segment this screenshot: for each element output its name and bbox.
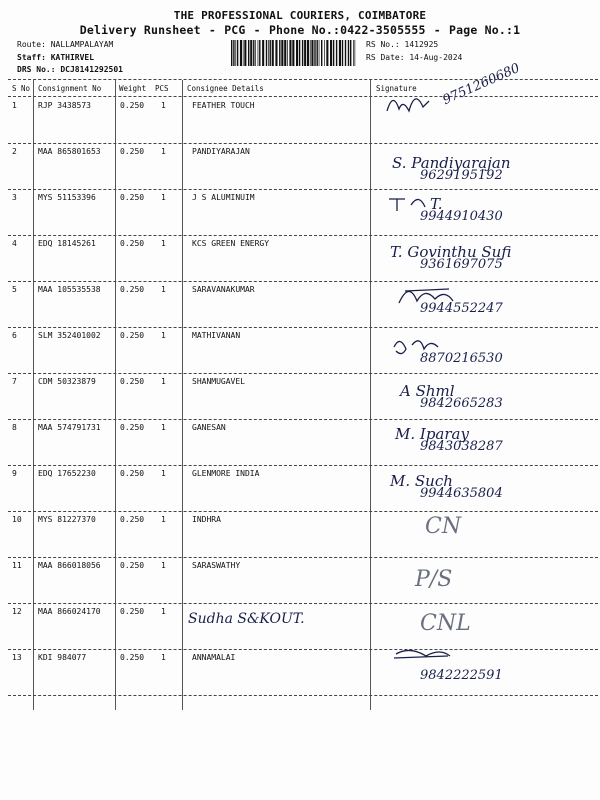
col-consignee: Consignee Details [187, 84, 264, 93]
rs-date: RS Date: 14-Aug-2024 [366, 53, 463, 62]
row-pcs: 1 [161, 285, 166, 294]
row-phone: 9629195192 [420, 168, 503, 183]
row-pcs: 1 [161, 101, 166, 110]
row-consignment-no: MYS 81227370 [38, 515, 96, 524]
rs-number: RS No.: 1412925 [366, 40, 439, 49]
company-title: THE PROFESSIONAL COURIERS, COIMBATORE [173, 9, 427, 22]
col-sno: S No [12, 84, 31, 93]
row-pcs: 1 [161, 607, 166, 616]
row-consignee: INDHRA [192, 515, 221, 524]
row-pcs: 1 [161, 331, 166, 340]
row-consignment-no: EDQ 17652230 [38, 469, 96, 478]
row-pcs: 1 [161, 653, 166, 662]
row-consignment-no: MAA 105535538 [38, 285, 101, 294]
row-signature: T. [430, 195, 443, 213]
row-sno: 5 [12, 285, 17, 294]
col-consignment: Consignment No [38, 84, 102, 93]
row-consignment-no: MYS 51153396 [38, 193, 96, 202]
row-consignment-no: CDM 50323879 [38, 377, 96, 386]
row-signature: M. Such [390, 472, 453, 490]
table-row [0, 653, 600, 698]
col-weight: Weight [119, 84, 147, 93]
row-consignee: J S ALUMINUIM [192, 193, 255, 202]
row-consignment-no: RJP 3438573 [38, 101, 91, 110]
row-pcs: 1 [161, 561, 166, 570]
staff-label: Staff: KATHIRVEL [17, 53, 95, 62]
row-consignee: GLENMORE INDIA [192, 469, 260, 478]
row-pcs: 1 [161, 515, 166, 524]
row-weight: 0.250 [120, 515, 145, 524]
row-sno: 11 [12, 561, 22, 570]
row-sno: 1 [12, 101, 17, 110]
row-sno: 13 [12, 653, 22, 662]
row-phone: 9751260680 [440, 60, 523, 109]
barcode-image [230, 40, 358, 66]
runsheet-title: Delivery Runsheet - PCG - Phone No.:0422-3505555 - Page No.:1 [79, 23, 521, 37]
page-number: Page No.:1 [449, 23, 521, 37]
row-consignment-no: MAA 866018056 [38, 561, 101, 570]
row-weight: 0.250 [120, 193, 145, 202]
row-phone: 9944552247 [420, 301, 503, 316]
row-sno: 12 [12, 607, 22, 616]
row-weight: 0.250 [120, 653, 145, 662]
row-consignee: SHANMUGAVEL [192, 377, 245, 386]
row-consignee: MATHIVANAN [192, 331, 241, 340]
row-consignment-no: EDQ 18145261 [38, 239, 96, 248]
row-sno: 10 [12, 515, 22, 524]
row-weight: 0.250 [120, 377, 145, 386]
row-consignment-no: KDI 984077 [38, 653, 87, 662]
row-weight: 0.250 [120, 561, 145, 570]
row-weight: 0.250 [120, 331, 145, 340]
row-divider [8, 695, 598, 696]
row-signature: P/S [415, 567, 453, 592]
row-sno: 4 [12, 239, 17, 248]
phone-number: Phone No.:0422-3505555 [268, 23, 426, 37]
row-weight: 0.250 [120, 239, 145, 248]
row-consignee: SARAVANAKUMAR [192, 285, 255, 294]
row-divider [8, 557, 598, 558]
row-consignment-no: SLM 352401002 [38, 331, 101, 340]
row-weight: 0.250 [120, 285, 145, 294]
row-consignee: FEATHER TOUCH [192, 101, 255, 110]
col-signature: Signature [376, 84, 417, 93]
row-weight: 0.250 [120, 147, 145, 156]
row-pcs: 1 [161, 239, 166, 248]
row-signature: A Shml [400, 382, 455, 400]
row-signature: M. Iparay [395, 425, 469, 443]
row-consignee-handwritten: Sudha S&KOUT. [188, 611, 305, 627]
row-pcs: 1 [161, 377, 166, 386]
table-row [0, 515, 600, 560]
table-row [0, 561, 600, 606]
row-phone: 9842665283 [420, 396, 503, 411]
row-pcs: 1 [161, 147, 166, 156]
runsheet-label: Delivery Runsheet [79, 23, 201, 37]
table-row [0, 331, 600, 376]
row-divider [8, 603, 598, 604]
row-consignee: PANDIYARAJAN [192, 147, 250, 156]
row-sno: 7 [12, 377, 17, 386]
row-sno: 9 [12, 469, 17, 478]
row-consignee: ANNAMALAI [192, 653, 236, 662]
row-weight: 0.250 [120, 423, 145, 432]
col-pcs: PCS [155, 84, 169, 93]
row-signature: T. Govinthu Sufi [390, 243, 512, 261]
row-phone: 9361697075 [420, 257, 503, 272]
row-sno: 3 [12, 193, 17, 202]
table-row [0, 193, 600, 238]
row-phone: 8870216530 [420, 351, 503, 366]
route-code: PCG [224, 23, 246, 37]
row-consignee: SARASWATHY [192, 561, 241, 570]
row-consignment-no: MAA 865801653 [38, 147, 101, 156]
row-consignee: KCS GREEN ENERGY [192, 239, 270, 248]
row-signature: CNL [420, 611, 471, 636]
row-phone: 9944635804 [420, 486, 503, 501]
route-label: Route: NALLAMPALAYAM [17, 40, 114, 49]
row-pcs: 1 [161, 469, 166, 478]
row-pcs: 1 [161, 423, 166, 432]
row-signature: CN [425, 514, 462, 539]
row-phone: 9944910430 [420, 209, 503, 224]
row-consignment-no: MAA 574791731 [38, 423, 101, 432]
row-weight: 0.250 [120, 607, 145, 616]
row-signature: S. Pandiyarajan [392, 154, 511, 172]
row-phone: 9842222591 [420, 668, 503, 683]
row-phone: 9843038287 [420, 439, 503, 454]
row-pcs: 1 [161, 193, 166, 202]
row-sno: 2 [12, 147, 17, 156]
table-row [0, 285, 600, 330]
row-weight: 0.250 [120, 469, 145, 478]
row-consignment-no: MAA 866024170 [38, 607, 101, 616]
row-sno: 8 [12, 423, 17, 432]
drs-number: DRS No.: DCJ8141292501 [17, 65, 123, 74]
row-sno: 6 [12, 331, 17, 340]
row-weight: 0.250 [120, 101, 145, 110]
row-consignee: GANESAN [192, 423, 226, 432]
